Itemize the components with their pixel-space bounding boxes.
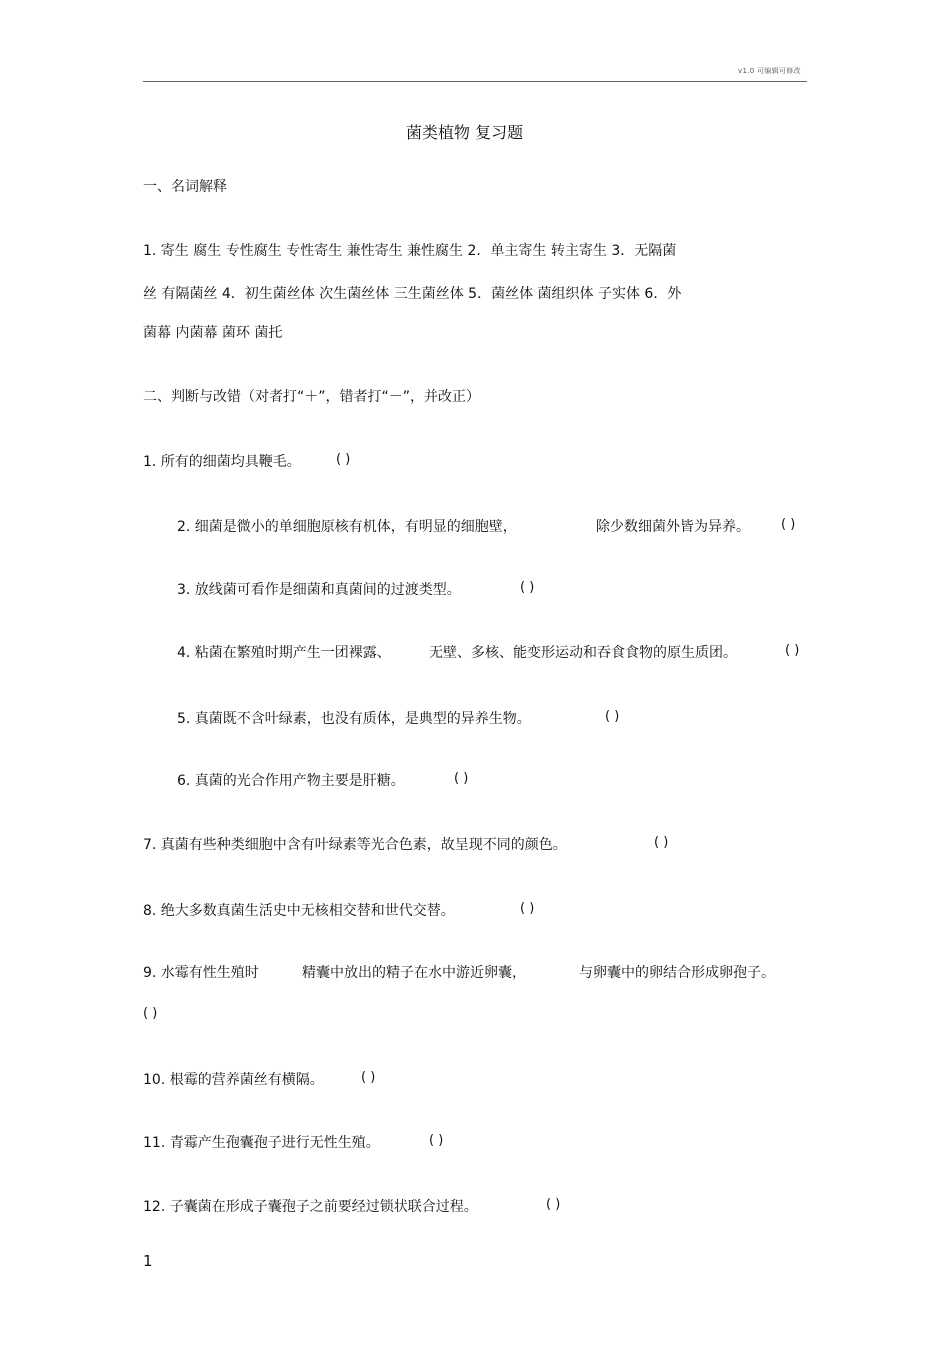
question-9-text-cont-2: 与卵囊中的卵结合形成卵孢子。 [579, 965, 775, 981]
question-6-text: 6. 真菌的光合作用产物主要是肝糖。 [177, 773, 405, 789]
question-4-text: 4. 粘菌在繁殖时期产生一团裸露、 [177, 645, 391, 661]
question-4-text-cont: 无壁、多核、能变形运动和吞食食物的原生质团。 [429, 645, 737, 661]
question-10-text: 10. 根霉的营养菌丝有横隔。 [143, 1072, 324, 1088]
question-2-answer-blank: ( ) [781, 517, 796, 532]
question-3-answer-blank: ( ) [520, 580, 535, 595]
header-version-note: v1.0 可编辑可修改 [738, 67, 801, 75]
question-11-answer-blank: ( ) [429, 1133, 444, 1148]
section-heading-true-false: 二、判断与改错（对者打“＋”，错者打“－”，并改正） [143, 389, 481, 405]
question-5-text: 5. 真菌既不含叶绿素，也没有质体，是典型的异养生物。 [177, 711, 531, 727]
terms-line-2: 丝 有隔菌丝 4．初生菌丝体 次生菌丝体 三生菌丝体 5．菌丝体 菌组织体 子实体 6．外 [143, 286, 682, 302]
question-9-text-cont: 精囊中放出的精子在水中游近卵囊， [302, 965, 526, 981]
question-3-text: 3. 放线菌可看作是细菌和真菌间的过渡类型。 [177, 582, 461, 598]
question-9-text: 9. 水霉有性生殖时 [143, 965, 259, 981]
question-6-answer-blank: ( ) [454, 771, 469, 786]
question-12-answer-blank: ( ) [546, 1197, 561, 1212]
header-rule [143, 81, 807, 82]
question-4-answer-blank: ( ) [785, 643, 800, 658]
question-12-text: 12. 子囊菌在形成子囊孢子之前要经过锁状联合过程。 [143, 1199, 478, 1215]
terms-line-1: 1. 寄生 腐生 专性腐生 专性寄生 兼性寄生 兼性腐生 2．单主寄生 转主寄生 3．无隔菌 [143, 243, 677, 259]
question-8-text: 8. 绝大多数真菌生活史中无核相交替和世代交替。 [143, 903, 455, 919]
question-9-answer-blank: ( ) [143, 1006, 158, 1021]
question-10-answer-blank: ( ) [361, 1070, 376, 1085]
question-2-text-cont: 除少数细菌外皆为异养。 [596, 519, 750, 535]
terms-line-3: 菌幕 内菌幕 菌环 菌托 [143, 325, 283, 341]
question-11-text: 11. 青霉产生孢囊孢子进行无性生殖。 [143, 1135, 380, 1151]
section-heading-terms: 一、名词解释 [143, 179, 227, 195]
page-number: 1 [143, 1252, 153, 1270]
question-1-text: 1. 所有的细菌均具鞭毛。 [143, 454, 301, 470]
question-5-answer-blank: ( ) [605, 709, 620, 724]
question-1-answer-blank: ( ) [336, 452, 351, 467]
question-8-answer-blank: ( ) [520, 901, 535, 916]
document-title: 菌类植物 复习题 [406, 123, 524, 142]
question-7-text: 7. 真菌有些种类细胞中含有叶绿素等光合色素，故呈现不同的颜色。 [143, 837, 567, 853]
question-2-text: 2. 细菌是微小的单细胞原核有机体，有明显的细胞壁， [177, 519, 517, 535]
question-7-answer-blank: ( ) [654, 835, 669, 850]
